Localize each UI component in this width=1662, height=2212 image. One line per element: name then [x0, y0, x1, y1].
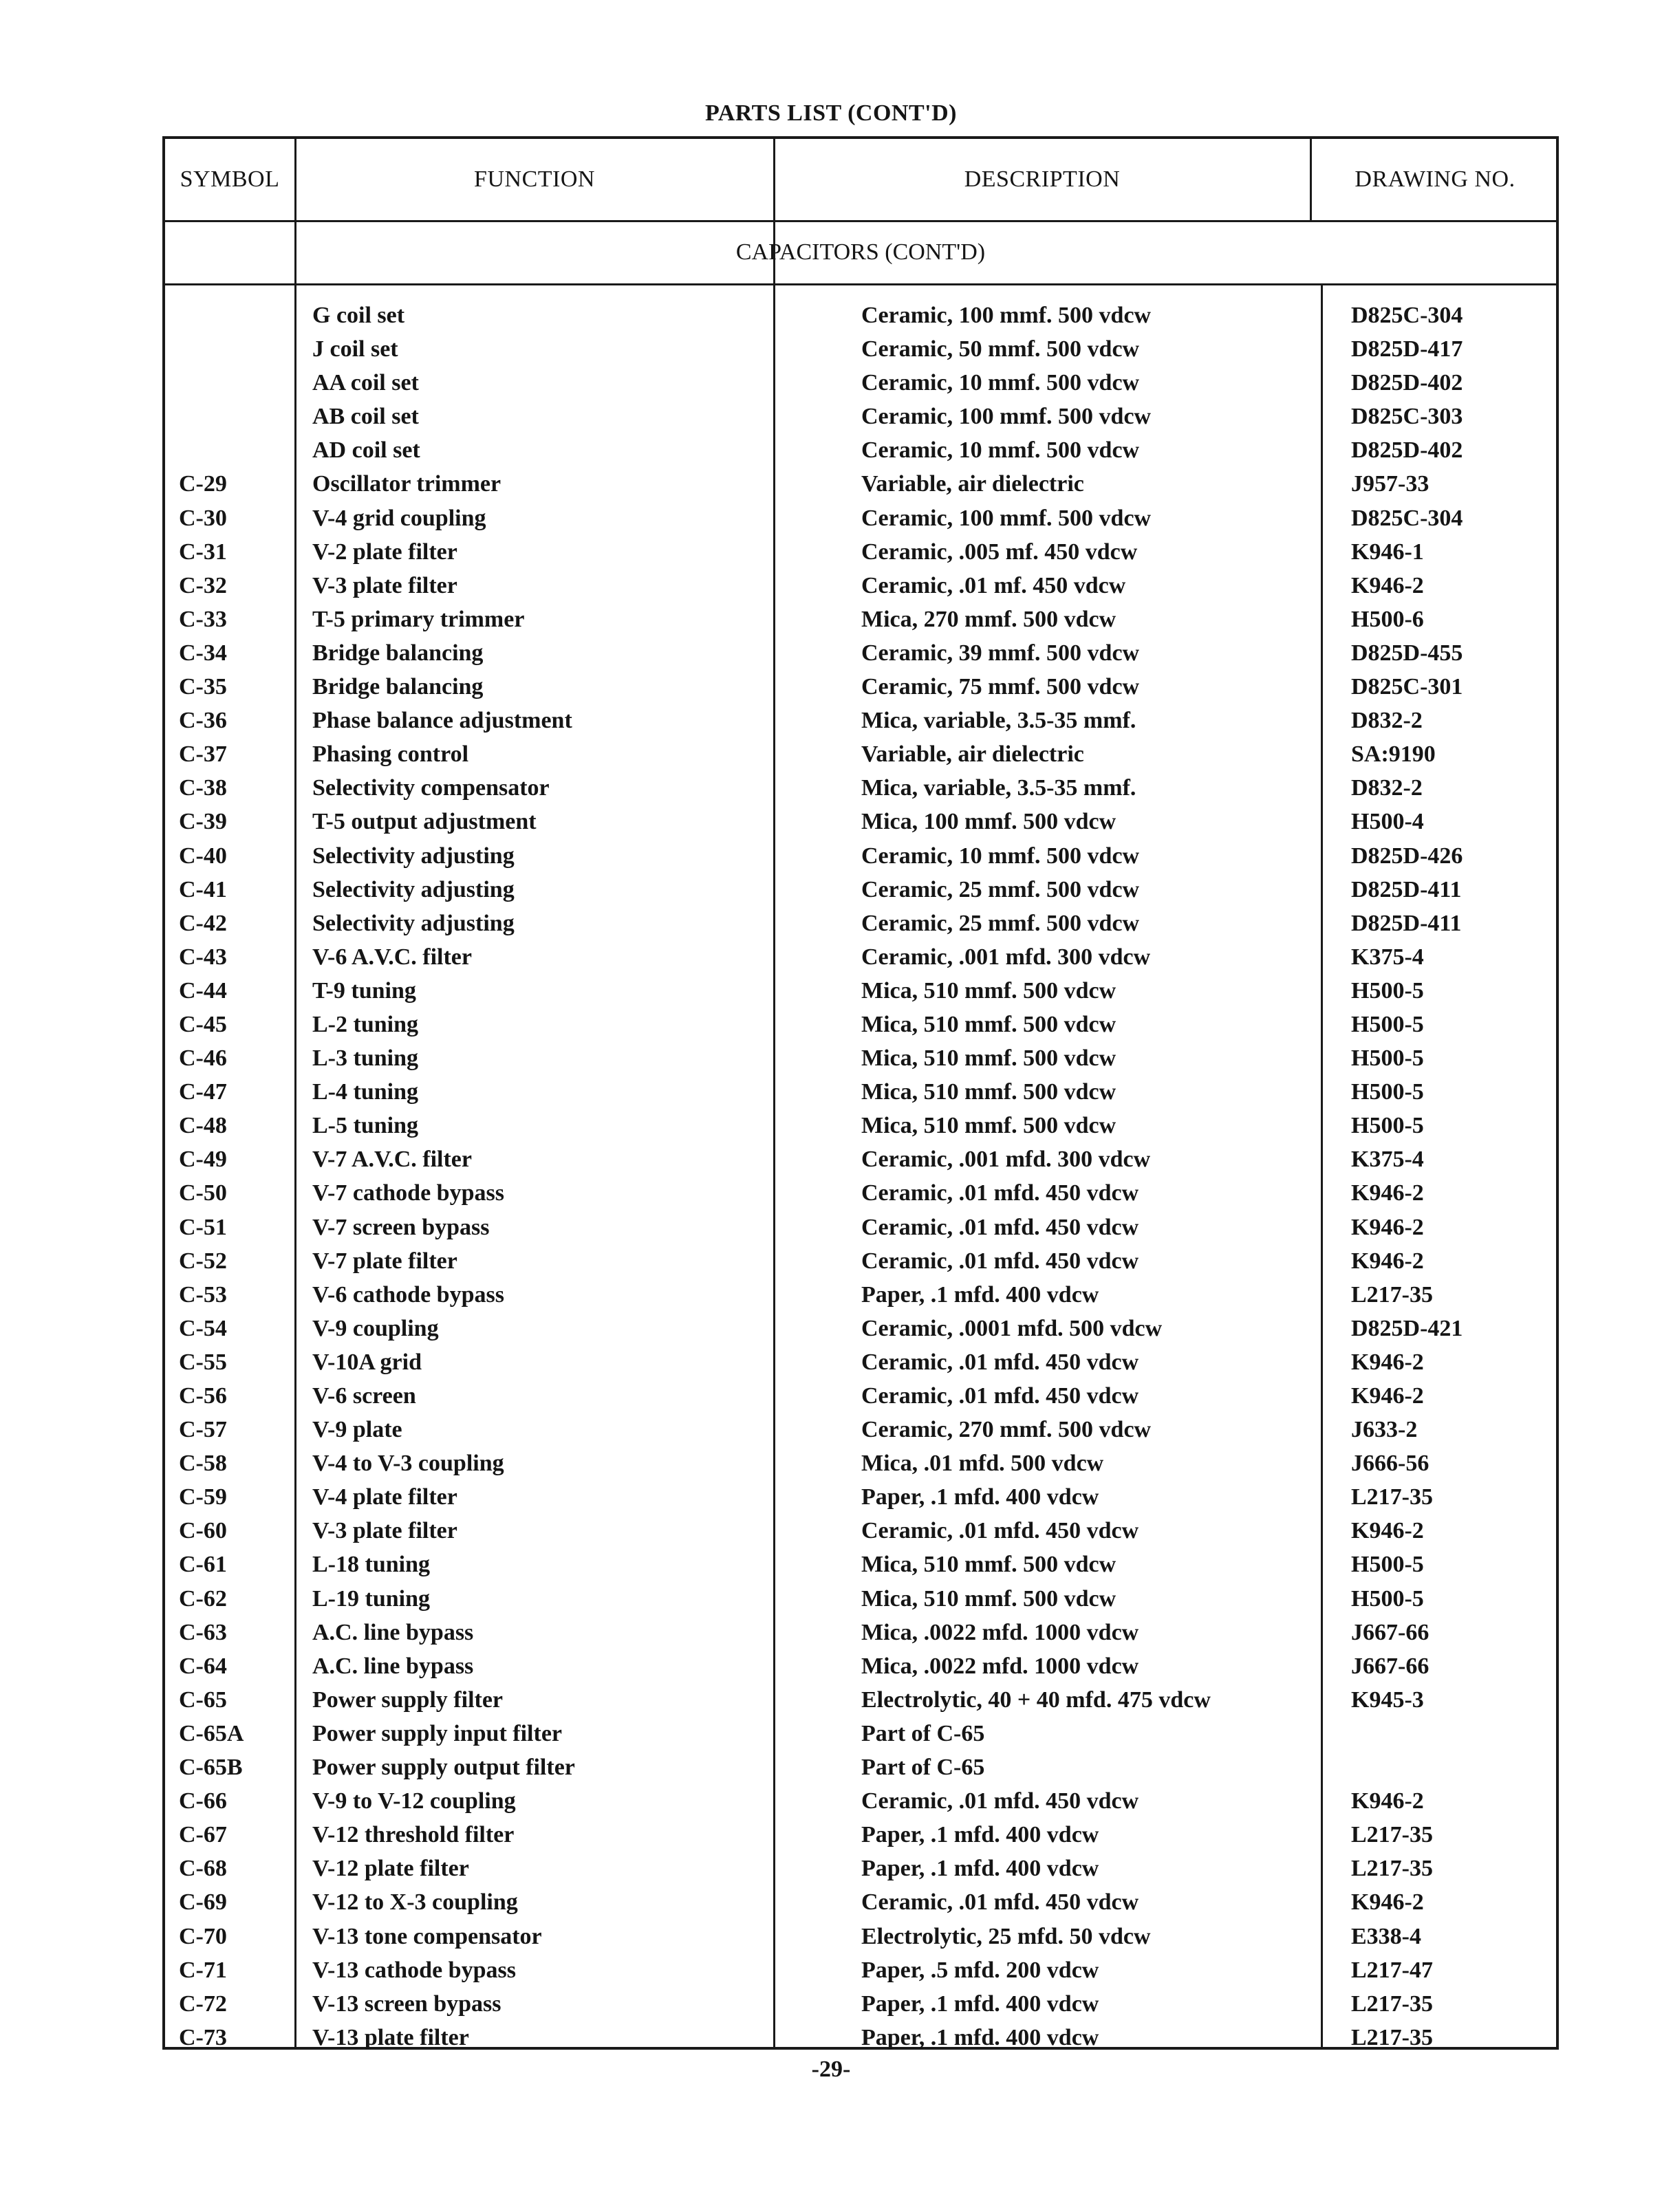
row-symbol: C-53 — [179, 1281, 227, 1308]
row-function: V-13 screen bypass — [312, 1991, 501, 2017]
table-row — [165, 1987, 1556, 2021]
table-row — [165, 636, 1556, 670]
row-function: AB coil set — [312, 404, 419, 430]
table-row — [165, 467, 1556, 501]
row-symbol: C-61 — [179, 1552, 227, 1578]
row-drawing-no: L217-35 — [1351, 1484, 1433, 1510]
table-row — [165, 1211, 1556, 1244]
row-symbol: C-54 — [179, 1315, 227, 1341]
row-function: V-13 tone compensator — [312, 1923, 542, 1949]
row-drawing-no: K946-1 — [1351, 539, 1424, 565]
row-description: Paper, .5 mfd. 200 vdcw — [861, 1957, 1099, 1983]
row-description: Ceramic, .01 mfd. 450 vdcw — [861, 1383, 1139, 1409]
table-row — [165, 332, 1556, 366]
table-row — [165, 974, 1556, 1008]
row-drawing-no: K946-2 — [1351, 1214, 1424, 1240]
table-row — [165, 805, 1556, 838]
row-description: Ceramic, .01 mfd. 450 vdcw — [861, 1214, 1139, 1240]
row-symbol: C-73 — [179, 2024, 227, 2050]
table-row — [165, 1312, 1556, 1345]
row-drawing-no: H500-5 — [1351, 1552, 1424, 1578]
row-symbol: C-63 — [179, 1619, 227, 1645]
header-function: FUNCTION — [474, 166, 595, 192]
section-rule — [165, 283, 1556, 285]
table-row — [165, 1514, 1556, 1548]
table-row — [165, 299, 1556, 332]
row-description: Ceramic, .01 mfd. 450 vdcw — [861, 1180, 1139, 1206]
row-description: Paper, .1 mfd. 400 vdcw — [861, 1856, 1099, 1882]
row-function: Oscillator trimmer — [312, 471, 501, 497]
row-description: Mica, variable, 3.5-35 mmf. — [861, 775, 1136, 801]
row-drawing-no: D825D-421 — [1351, 1315, 1463, 1341]
table-row — [165, 1379, 1556, 1413]
row-symbol: C-69 — [179, 1889, 227, 1916]
row-symbol: C-67 — [179, 1822, 227, 1848]
table-row — [165, 1649, 1556, 1683]
row-function: A.C. line bypass — [312, 1653, 474, 1679]
row-description: Ceramic, 10 mmf. 500 vdcw — [861, 843, 1140, 869]
row-drawing-no: D825D-417 — [1351, 336, 1463, 362]
row-symbol: C-43 — [179, 944, 227, 970]
table-row — [165, 1142, 1556, 1176]
row-description: Ceramic, 25 mmf. 500 vdcw — [861, 910, 1140, 936]
row-drawing-no: H500-5 — [1351, 1585, 1424, 1612]
table-row — [165, 501, 1556, 535]
table-row — [165, 1109, 1556, 1142]
row-function: Bridge balancing — [312, 674, 484, 700]
row-description: Ceramic, 25 mmf. 500 vdcw — [861, 876, 1140, 902]
row-drawing-no: K946-2 — [1351, 1180, 1424, 1206]
row-drawing-no: K375-4 — [1351, 1147, 1424, 1173]
row-description: Ceramic, .01 mfd. 450 vdcw — [861, 1788, 1139, 1814]
row-symbol: C-64 — [179, 1653, 227, 1679]
row-description: Part of C-65 — [861, 1720, 985, 1746]
row-function: Selectivity adjusting — [312, 910, 515, 936]
row-symbol: C-32 — [179, 572, 227, 598]
table-row — [165, 1717, 1556, 1750]
row-function: V-7 cathode bypass — [312, 1180, 504, 1206]
row-drawing-no: L217-35 — [1351, 1822, 1433, 1848]
row-symbol: C-45 — [179, 1011, 227, 1037]
row-symbol: C-39 — [179, 809, 227, 835]
row-function: L-2 tuning — [312, 1011, 418, 1037]
row-function: V-3 plate filter — [312, 1518, 457, 1544]
row-symbol: C-57 — [179, 1417, 227, 1443]
table-row — [165, 1920, 1556, 1953]
row-function: L-5 tuning — [312, 1113, 418, 1139]
row-symbol: C-41 — [179, 876, 227, 902]
row-description: Ceramic, 100 mmf. 500 vdcw — [861, 303, 1152, 328]
row-drawing-no: D825D-426 — [1351, 843, 1463, 869]
row-function: L-4 tuning — [312, 1079, 418, 1105]
row-description: Ceramic, 10 mmf. 500 vdcw — [861, 370, 1140, 396]
row-function: G coil set — [312, 303, 405, 328]
table-row — [165, 771, 1556, 805]
row-drawing-no: H500-5 — [1351, 1113, 1424, 1139]
row-function: V-4 grid coupling — [312, 505, 486, 531]
row-description: Ceramic, .01 mfd. 450 vdcw — [861, 1518, 1139, 1544]
row-drawing-no: D825C-301 — [1351, 674, 1463, 700]
table-row — [165, 1852, 1556, 1885]
row-symbol: C-71 — [179, 1957, 227, 1983]
row-symbol: C-59 — [179, 1484, 227, 1510]
row-drawing-no: D825D-411 — [1351, 910, 1462, 936]
row-function: Selectivity adjusting — [312, 876, 515, 902]
row-description: Ceramic, .01 mfd. 450 vdcw — [861, 1248, 1139, 1274]
row-function: V-9 plate — [312, 1417, 402, 1443]
row-drawing-no: L217-35 — [1351, 1281, 1433, 1308]
row-function: V-3 plate filter — [312, 572, 457, 598]
row-function: L-18 tuning — [312, 1552, 430, 1578]
table-row — [165, 2021, 1556, 2054]
row-drawing-no: K945-3 — [1351, 1687, 1424, 1713]
row-function: T-5 output adjustment — [312, 809, 537, 835]
table-row — [165, 1818, 1556, 1852]
row-description: Ceramic, 39 mmf. 500 vdcw — [861, 640, 1140, 666]
parts-table — [162, 136, 1559, 2050]
row-description: Ceramic, .001 mfd. 300 vdcw — [861, 944, 1151, 970]
row-description: Ceramic, .0001 mfd. 500 vdcw — [861, 1315, 1163, 1341]
row-symbol: C-65A — [179, 1720, 244, 1746]
row-description: Paper, .1 mfd. 400 vdcw — [861, 1822, 1099, 1848]
row-description: Paper, .1 mfd. 400 vdcw — [861, 1991, 1099, 2017]
row-drawing-no: J667-66 — [1351, 1619, 1429, 1645]
row-description: Ceramic, 75 mmf. 500 vdcw — [861, 674, 1140, 700]
row-drawing-no: D825C-304 — [1351, 303, 1463, 328]
page-title: PARTS LIST (CONT'D) — [704, 100, 957, 126]
row-symbol: C-46 — [179, 1045, 227, 1072]
row-symbol: C-47 — [179, 1079, 227, 1105]
row-symbol: C-42 — [179, 910, 227, 936]
row-function: V-9 to V-12 coupling — [312, 1788, 516, 1814]
row-symbol: C-70 — [179, 1923, 227, 1949]
row-symbol: C-48 — [179, 1113, 227, 1139]
row-function: Selectivity adjusting — [312, 843, 515, 869]
row-function: V-12 to X-3 coupling — [312, 1889, 518, 1916]
table-row — [165, 569, 1556, 603]
row-function: Power supply output filter — [312, 1755, 575, 1781]
row-drawing-no: E338-4 — [1351, 1923, 1421, 1949]
row-description: Mica, 510 mmf. 500 vdcw — [861, 1585, 1116, 1612]
table-row — [165, 400, 1556, 433]
row-function: A.C. line bypass — [312, 1619, 474, 1645]
row-symbol: C-40 — [179, 843, 227, 869]
table-row — [165, 1345, 1556, 1379]
row-drawing-no: K946-2 — [1351, 1383, 1424, 1409]
row-symbol: C-72 — [179, 1991, 227, 2017]
row-drawing-no: D832-2 — [1351, 708, 1423, 734]
row-description: Variable, air dielectric — [861, 741, 1084, 768]
row-drawing-no: D825D-455 — [1351, 640, 1463, 666]
row-description: Ceramic, 100 mmf. 500 vdcw — [861, 505, 1152, 531]
table-row — [165, 1784, 1556, 1818]
row-function: V-7 A.V.C. filter — [312, 1147, 472, 1173]
row-drawing-no: K946-2 — [1351, 1349, 1424, 1375]
row-description: Electrolytic, 25 mfd. 50 vdcw — [861, 1923, 1151, 1949]
row-function: V-6 A.V.C. filter — [312, 944, 472, 970]
row-description: Mica, 270 mmf. 500 vdcw — [861, 606, 1116, 632]
row-symbol: C-60 — [179, 1518, 227, 1544]
table-row — [165, 907, 1556, 940]
row-function: L-3 tuning — [312, 1045, 418, 1072]
row-description: Ceramic, .005 mf. 450 vdcw — [861, 539, 1138, 565]
row-symbol: C-44 — [179, 977, 227, 1004]
row-function: V-13 plate filter — [312, 2024, 469, 2050]
table-row — [165, 1616, 1556, 1649]
row-drawing-no: L217-35 — [1351, 1991, 1433, 2017]
row-description: Ceramic, 50 mmf. 500 vdcw — [861, 336, 1140, 362]
row-description: Mica, 510 mmf. 500 vdcw — [861, 1045, 1116, 1072]
table-row — [165, 670, 1556, 704]
table-row — [165, 1446, 1556, 1480]
row-drawing-no: J667-66 — [1351, 1653, 1429, 1679]
row-description: Electrolytic, 40 + 40 mfd. 475 vdcw — [861, 1687, 1211, 1713]
row-function: V-2 plate filter — [312, 539, 457, 565]
row-description: Ceramic, 100 mmf. 500 vdcw — [861, 404, 1152, 430]
row-symbol: C-62 — [179, 1585, 227, 1612]
row-drawing-no: H500-5 — [1351, 1011, 1424, 1037]
table-row — [165, 1885, 1556, 1919]
row-drawing-no: L217-35 — [1351, 2024, 1433, 2050]
page-number: -29- — [811, 2057, 851, 2082]
row-symbol: C-31 — [179, 539, 227, 565]
table-row — [165, 366, 1556, 400]
row-description: Mica, 510 mmf. 500 vdcw — [861, 977, 1116, 1004]
row-drawing-no: H500-5 — [1351, 1045, 1424, 1072]
row-description: Paper, .1 mfd. 400 vdcw — [861, 2024, 1099, 2050]
row-function: V-7 screen bypass — [312, 1214, 490, 1240]
row-drawing-no: K946-2 — [1351, 572, 1424, 598]
row-description: Mica, 510 mmf. 500 vdcw — [861, 1113, 1116, 1139]
row-description: Part of C-65 — [861, 1755, 985, 1781]
row-function: AD coil set — [312, 437, 420, 464]
row-drawing-no: D825D-411 — [1351, 876, 1462, 902]
row-drawing-no: D825D-402 — [1351, 370, 1463, 396]
row-symbol: C-37 — [179, 741, 227, 768]
row-function: V-12 threshold filter — [312, 1822, 515, 1848]
row-symbol: C-65 — [179, 1687, 227, 1713]
row-drawing-no: K946-2 — [1351, 1788, 1424, 1814]
table-row — [165, 1008, 1556, 1041]
table-row — [165, 1683, 1556, 1717]
row-symbol: C-55 — [179, 1349, 227, 1375]
table-row — [165, 1953, 1556, 1987]
row-symbol: C-49 — [179, 1147, 227, 1173]
table-row — [165, 433, 1556, 467]
row-symbol: C-50 — [179, 1180, 227, 1206]
row-function: T-5 primary trimmer — [312, 606, 525, 632]
row-symbol: C-36 — [179, 708, 227, 734]
row-symbol: C-34 — [179, 640, 227, 666]
row-description: Ceramic, .01 mf. 450 vdcw — [861, 572, 1126, 598]
header-description: DESCRIPTION — [964, 166, 1121, 192]
row-symbol: C-35 — [179, 674, 227, 700]
row-function: Phase balance adjustment — [312, 708, 572, 734]
row-function: AA coil set — [312, 370, 419, 396]
table-row — [165, 535, 1556, 569]
row-function: V-7 plate filter — [312, 1248, 457, 1274]
table-row — [165, 1278, 1556, 1312]
row-description: Ceramic, .001 mfd. 300 vdcw — [861, 1147, 1151, 1173]
row-function: Power supply input filter — [312, 1720, 563, 1746]
row-drawing-no: D825C-304 — [1351, 505, 1463, 531]
row-symbol: C-30 — [179, 505, 227, 531]
table-row — [165, 1548, 1556, 1581]
row-description: Ceramic, 10 mmf. 500 vdcw — [861, 437, 1140, 464]
row-description: Mica, .01 mfd. 500 vdcw — [861, 1451, 1104, 1477]
row-drawing-no: K946-2 — [1351, 1518, 1424, 1544]
row-function: J coil set — [312, 336, 398, 362]
row-drawing-no: D825D-402 — [1351, 437, 1463, 464]
row-drawing-no: K946-2 — [1351, 1889, 1424, 1916]
row-drawing-no: H500-4 — [1351, 809, 1424, 835]
row-function: V-13 cathode bypass — [312, 1957, 516, 1983]
row-drawing-no: SA:9190 — [1351, 741, 1436, 768]
row-drawing-no: J666-56 — [1351, 1451, 1429, 1477]
row-drawing-no: H500-5 — [1351, 1079, 1424, 1105]
row-drawing-no: D832-2 — [1351, 775, 1423, 801]
row-function: Power supply filter — [312, 1687, 504, 1713]
table-row — [165, 1041, 1556, 1075]
row-symbol: C-38 — [179, 775, 227, 801]
row-description: Mica, 510 mmf. 500 vdcw — [861, 1011, 1116, 1037]
row-drawing-no: J957-33 — [1351, 471, 1429, 497]
row-description: Mica, 510 mmf. 500 vdcw — [861, 1552, 1116, 1578]
table-row — [165, 1244, 1556, 1278]
row-drawing-no: H500-5 — [1351, 977, 1424, 1004]
row-symbol: C-58 — [179, 1451, 227, 1477]
table-row — [165, 839, 1556, 873]
table-row — [165, 603, 1556, 636]
table-row — [165, 1075, 1556, 1109]
row-function: V-9 coupling — [312, 1315, 439, 1341]
row-description: Mica, variable, 3.5-35 mmf. — [861, 708, 1136, 734]
row-description: Mica, 510 mmf. 500 vdcw — [861, 1079, 1116, 1105]
row-drawing-no: J633-2 — [1351, 1417, 1418, 1443]
row-description: Paper, .1 mfd. 400 vdcw — [861, 1484, 1099, 1510]
row-function: V-4 to V-3 coupling — [312, 1451, 504, 1477]
row-symbol: C-33 — [179, 606, 227, 632]
row-drawing-no: L217-47 — [1351, 1957, 1433, 1983]
row-symbol: C-51 — [179, 1214, 227, 1240]
row-description: Ceramic, .01 mfd. 450 vdcw — [861, 1889, 1139, 1916]
table-row — [165, 1413, 1556, 1446]
row-function: V-6 cathode bypass — [312, 1281, 504, 1308]
table-body — [165, 299, 1556, 2054]
table-row — [165, 1176, 1556, 1210]
row-function: T-9 tuning — [312, 977, 416, 1004]
table-row — [165, 1582, 1556, 1616]
table-row — [165, 737, 1556, 771]
row-symbol: C-56 — [179, 1383, 227, 1409]
section-label: CAPACITORS (CONT'D) — [735, 239, 986, 265]
header-drawing-no: DRAWING NO. — [1355, 166, 1515, 192]
row-drawing-no: K375-4 — [1351, 944, 1424, 970]
row-description: Ceramic, 270 mmf. 500 vdcw — [861, 1417, 1152, 1443]
row-symbol: C-65B — [179, 1755, 243, 1781]
table-row — [165, 704, 1556, 737]
row-drawing-no: K946-2 — [1351, 1248, 1424, 1274]
row-symbol: C-29 — [179, 471, 227, 497]
row-description: Mica, .0022 mfd. 1000 vdcw — [861, 1619, 1139, 1645]
row-description: Mica, 100 mmf. 500 vdcw — [861, 809, 1116, 835]
row-description: Ceramic, .01 mfd. 450 vdcw — [861, 1349, 1139, 1375]
row-function: V-10A grid — [312, 1349, 422, 1375]
row-symbol: C-68 — [179, 1856, 227, 1882]
table-row — [165, 1480, 1556, 1514]
row-drawing-no: L217-35 — [1351, 1856, 1433, 1882]
row-function: L-19 tuning — [312, 1585, 430, 1612]
row-drawing-no: D825C-303 — [1351, 404, 1463, 430]
row-function: Bridge balancing — [312, 640, 484, 666]
row-function: Phasing control — [312, 741, 469, 768]
table-row — [165, 940, 1556, 974]
row-symbol: C-66 — [179, 1788, 227, 1814]
row-description: Variable, air dielectric — [861, 471, 1084, 497]
row-description: Mica, .0022 mfd. 1000 vdcw — [861, 1653, 1139, 1679]
header-symbol: SYMBOL — [180, 166, 280, 192]
row-function: V-6 screen — [312, 1383, 416, 1409]
table-row — [165, 873, 1556, 907]
row-function: Selectivity compensator — [312, 775, 550, 801]
row-symbol: C-52 — [179, 1248, 227, 1274]
table-row — [165, 1750, 1556, 1784]
row-function: V-12 plate filter — [312, 1856, 469, 1882]
row-drawing-no: H500-6 — [1351, 606, 1424, 632]
row-description: Paper, .1 mfd. 400 vdcw — [861, 1281, 1099, 1308]
row-function: V-4 plate filter — [312, 1484, 457, 1510]
